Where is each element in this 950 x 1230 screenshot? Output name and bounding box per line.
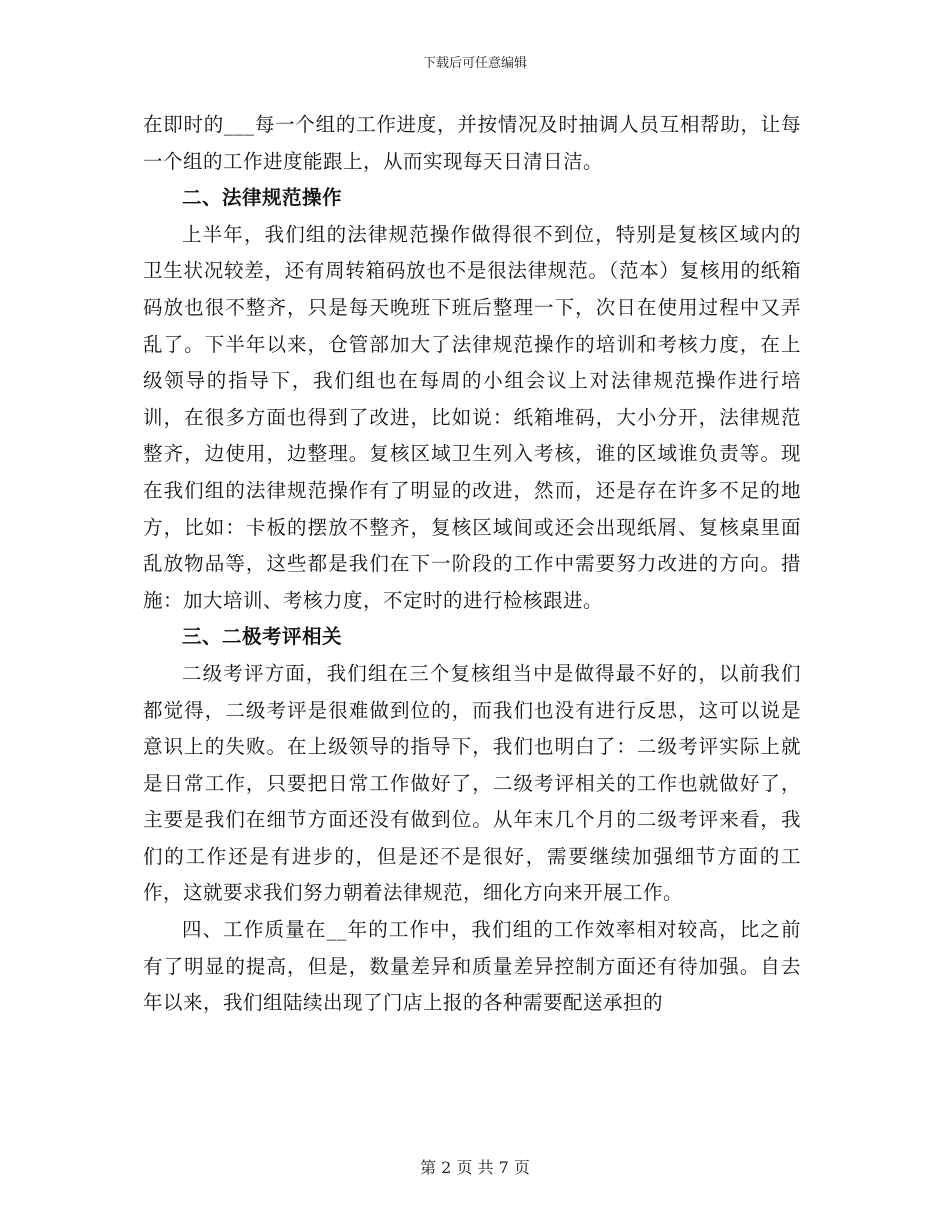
page-footer: 第 2 页 共 7 页 [420, 1158, 530, 1177]
section-heading-3: 三、二极考评相关 [182, 625, 343, 649]
paragraph-continuation: 在即时的___每一个组的工作进度，并按情况及时抽调人员互相帮助，让每一个组的工作进度能跟上，从而实现每天日清日洁。 [143, 113, 801, 173]
document-body [143, 107, 801, 1022]
section-heading-2: 二、法律规范操作 [182, 186, 343, 210]
paragraph-section-4: 四、工作质量在__年的工作中，我们组的工作效率相对较高，比之前有了明显的提高，但是，数量差异和质量差异控制方面还有待加强。自去年以来，我们组陆续出现了门店上报的各种需要配送承担的 [143, 918, 801, 1015]
paragraph-section-3: 二级考评方面，我们组在三个复核组当中是做得最不好的，以前我们都觉得，二级考评是很难做到位的，而我们也没有进行反思，这可以说是意识上的失败。在上级领导的指导下，我们也明白了：二级考评实际上就是日常工作，只要把日常工作做好了，二级考评相关的工作也就做好了，主要是我们在细节方面还没有做到位。从年末几个月的二级考评来看，我们的工作还是有进步的，但是还不是很好，需要继续加强细节方面的工作，这就要求我们努力朝着法律规范，细化方向来开展工作。 [143, 661, 801, 905]
page-header: 下载后可任意编辑 [422, 56, 527, 71]
paragraph-section-2: 上半年，我们组的法律规范操作做得很不到位，特别是复核区域内的卫生状况较差，还有周转箱码放也不是很法律规范。（范本）复核用的纸箱码放也很不整齐，只是每天晚班下班后整理一下，次日在使用过程中又弄乱了。下半年以来，仓管部加大了法律规范操作的培训和考核力度，在上级领导的指导下，我们组也在每周的小组会议上对法律规范操作进行培训，在很多方面也得到了改进，比如说：纸箱堆码，大小分开，法律规范整齐，边使用，边整理。复核区域卫生列入考核，谁的区域谁负责等。现在我们组的法律规范操作有了明显的改进，然而，还是存在许多不足的地方，比如：卡板的摆放不整齐，复核区域间或还会出现纸屑、复核桌里面乱放物品等，这些都是我们在下一阶段的工作中需要努力改进的方向。措施：加大培训、考核力度，不定时的进行检核跟进。 [143, 222, 801, 612]
